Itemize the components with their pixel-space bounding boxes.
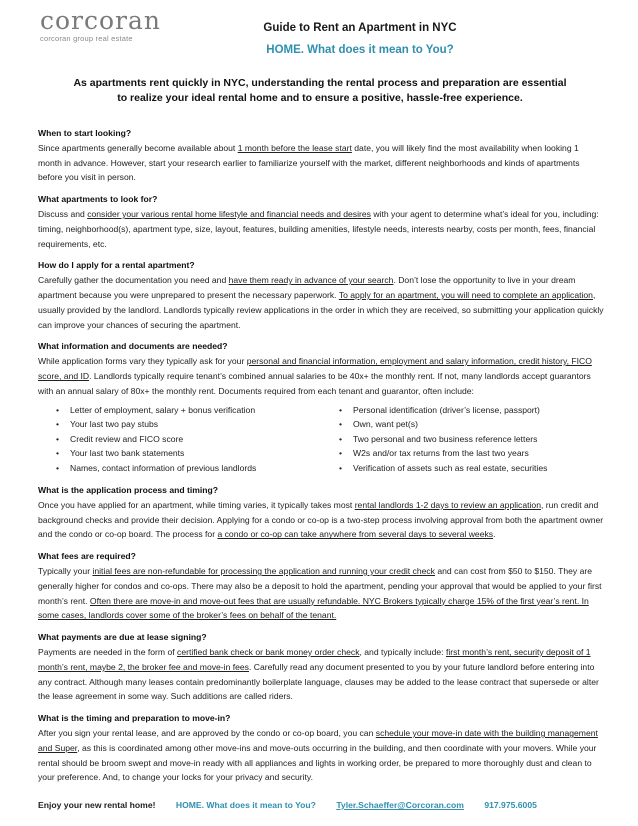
- section-body: [38, 726, 604, 785]
- section-heading: What information and documents are needed?: [38, 341, 228, 352]
- logo-tagline: corcoran group real estate: [40, 34, 133, 43]
- corcoran-logo: [40, 8, 161, 43]
- list-item: • Names, contact information of previous landlords: [56, 461, 321, 476]
- body-text: , usually provided by the landlord. Landlords typically review applications in the order in which they are received, so submitting your application quickly can improve your chances of securing the apartment.: [38, 289, 604, 330]
- body-text: , as this is coordinated among other move-ins and move-outs occurring in the building, and then coordinate with your movers. While your rental should be broom swept and move-in ready with all appliances and lights in working order, be prepared to more thoroughly dust and clean to your preference. And, to change your locks for your privacy and security.: [38, 742, 597, 783]
- section-heading: What is the application process and timing?: [38, 485, 219, 496]
- section-body: [38, 273, 604, 332]
- body-text: Discuss and: [38, 208, 88, 219]
- body-text: .: [493, 529, 496, 540]
- section-documents-needed: [38, 339, 604, 475]
- guide-content: [38, 126, 604, 792]
- underlined-text: certified bank check or bank money order check: [177, 647, 360, 658]
- underlined-text: 1 month before the lease start: [237, 142, 352, 153]
- footer-email-link[interactable]: Tyler.Schaeffer@Corcoran.com: [336, 800, 464, 810]
- intro-statement: [40, 76, 600, 105]
- section-body: [38, 645, 604, 704]
- section-body: [38, 141, 604, 185]
- body-text: After you sign your rental lease, and are approved by the condo or co-op board, you can: [38, 728, 376, 738]
- section-body: [38, 498, 604, 542]
- section-heading: What fees are required?: [38, 551, 136, 562]
- page-footer: [38, 800, 604, 810]
- section-heading: What apartments to look for?: [38, 194, 158, 205]
- section-when-to-start: [38, 126, 604, 185]
- intro-line-1: As apartments rent quickly in NYC, understanding the rental process and preparation are essential: [73, 77, 567, 89]
- list-item: • Credit review and FICO score: [56, 432, 321, 447]
- body-text: Carefully gather the documentation you need and: [38, 275, 229, 286]
- underlined-text: personal and financial information, employment and salary information, credit history, FICO score, and ID: [38, 356, 592, 381]
- section-heading: How do I apply for a rental apartment?: [38, 260, 195, 271]
- body-text: While application forms vary they typically ask for your: [38, 356, 247, 367]
- underlined-text: initial fees are non-refundable for processing the application and running your credit check: [92, 566, 435, 577]
- section-body: [38, 207, 604, 251]
- underlined-text: To apply for an apartment, you will need to complete an application: [338, 289, 593, 300]
- page-title: Guide to Rent an Apartment in NYC: [263, 22, 457, 34]
- footer-enjoy-text: Enjoy your new rental home!: [38, 800, 156, 810]
- body-text: Payments are needed in the form of: [38, 647, 178, 658]
- documents-bullet-list: [38, 403, 604, 476]
- underlined-text: consider your various rental home lifestyle and financial needs and desires: [87, 208, 371, 219]
- section-application-process: [38, 483, 604, 542]
- body-text: with your agent to determine what’s ideal for you, including: timing, neighborhood(s), apartment type, size, layout, features, building amenities, lifestyle needs, interests nearby, costs per month, fees, financial requirements, etc.: [38, 208, 599, 249]
- list-item: • Verification of assets such as real estate, securities: [339, 461, 604, 476]
- footer-phone: 917.975.6005: [484, 800, 537, 810]
- intro-line-2: to realize your ideal rental home and to ensure a positive, hassle-free experience.: [117, 91, 523, 104]
- underlined-text: have them ready in advance of your search: [228, 275, 394, 286]
- list-item: • Own, want pet(s): [339, 417, 604, 432]
- underlined-text: schedule your move-in date with the building management and Super: [38, 728, 598, 753]
- body-text: . Carefully read any document presented to you by your future landlord before entering into any contract. Although many leases contain predominantly boilerplate language, clauses may be added to the lease contract that supersede or alter the lease agreement in some way. Such additions are called riders.: [38, 661, 599, 702]
- body-text: , and typically include:: [359, 647, 446, 658]
- bullet-column-left: [38, 403, 321, 476]
- list-item: • Two personal and two business reference letters: [339, 432, 604, 447]
- list-item: • Your last two pay stubs: [56, 417, 321, 432]
- body-text: Once you have applied for an apartment, while timing varies, it typically takes most: [38, 499, 355, 510]
- footer-home-text: HOME. What does it mean to You?: [175, 800, 316, 810]
- underlined-text: first month’s rent, security deposit of 1 month’s rent, maybe 2, the broker fee and move-in fees: [38, 647, 591, 672]
- body-text: . Landlords typically require tenant’s combined annual salaries to be 40x+ the monthly rent. If not, many landlords accept guarantors with an annual salary of 80x+ the monthly rent. Documents required from each tenant and guarantor, often include:: [38, 370, 591, 396]
- list-item: • W2s and/or tax returns from the last two years: [339, 446, 604, 461]
- body-text: Since apartments generally become available about: [38, 142, 238, 153]
- section-heading: What is the timing and preparation to move-in?: [38, 713, 231, 724]
- logo-wordmark: corcoran: [40, 6, 162, 35]
- list-item: • Letter of employment, salary + bonus verification: [56, 403, 321, 418]
- section-body: [38, 564, 604, 623]
- section-heading: What payments are due at lease signing?: [38, 632, 207, 643]
- body-text: and can cost from $50 to $150. They are generally higher for condos and co-ops. There may also be a deposit to hold the apartment, pending your approval that would be applied to your first month’s rent.: [38, 566, 602, 606]
- section-what-apartments: [38, 192, 604, 251]
- section-move-in: [38, 711, 604, 785]
- underlined-text: rental landlords 1-2 days to review an application: [354, 499, 541, 510]
- section-how-to-apply: [38, 258, 604, 332]
- body-text: date, you will likely find the most availability when looking 1 month in advance. However, start your research earlier to familiarize yourself with the market, different neighborhoods and kinds of apartments before you visit in person.: [38, 142, 580, 183]
- page-subtitle: HOME. What does it mean to You?: [266, 44, 454, 56]
- underlined-text: Often there are move-in and move-out fees that are usually refundable. NYC Brokers typically charge 15% of the first year’s rent. In some cases, landlords cover some of the broker’s fees on behalf of the tenant.: [38, 595, 589, 621]
- body-text: , run credit and background checks and provide their decision. Applying for a condo or co-op is a two-step process involving approval from both the apartment owner and the condo or co-op board. The process for: [38, 499, 604, 540]
- section-fees: [38, 549, 604, 623]
- body-text: . Don’t lose the opportunity to live in your dream apartment because you were unprepared to present the necessary paperwork.: [38, 275, 576, 300]
- section-body: [38, 354, 604, 398]
- underlined-text: a condo or co-op can take anywhere from several days to several weeks: [217, 529, 494, 540]
- bullet-column-right: [321, 403, 604, 476]
- section-heading: When to start looking?: [38, 128, 132, 138]
- section-payments: [38, 630, 604, 704]
- list-item: • Personal identification (driver’s license, passport): [339, 403, 604, 418]
- body-text: Typically your: [38, 566, 93, 577]
- list-item: • Your last two bank statements: [56, 446, 321, 461]
